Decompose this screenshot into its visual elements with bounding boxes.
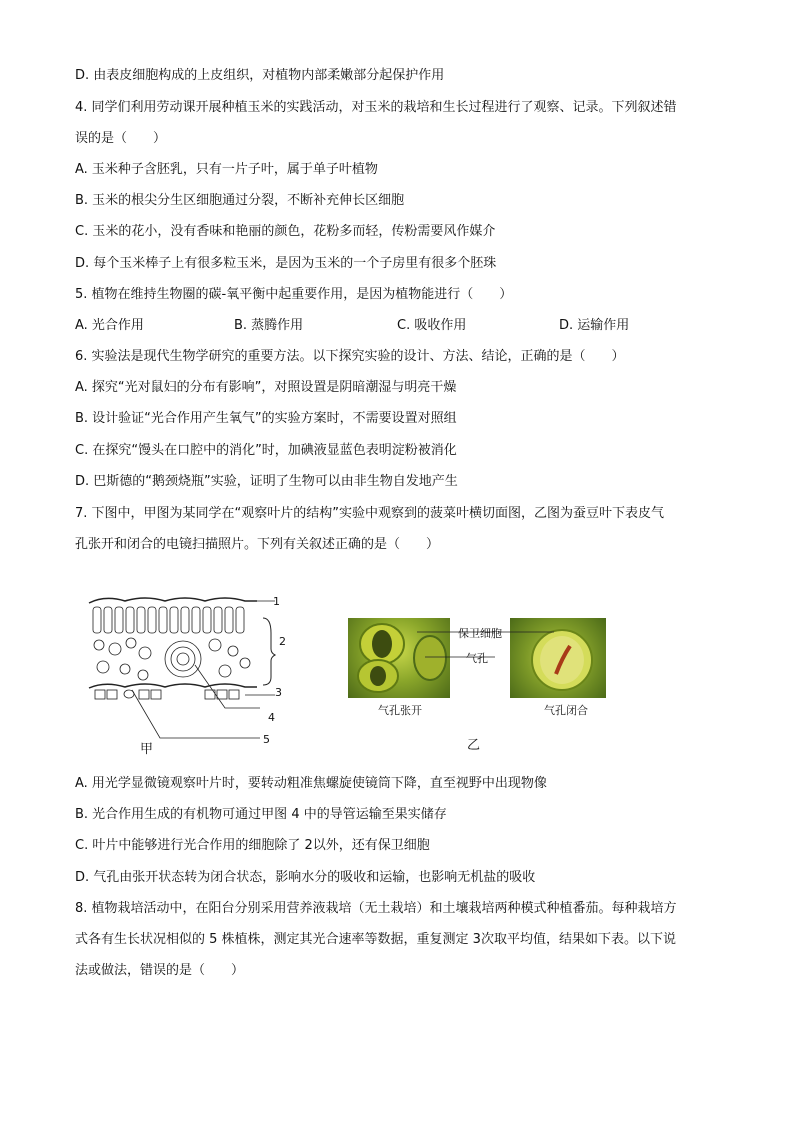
- stoma-label: 气孔: [466, 652, 488, 665]
- q7-stem-line-2: 孔张开和闭合的电镜扫描照片。下列有关叙述正确的是（ ）: [75, 537, 440, 552]
- q8-stem-line-1: 8. 植物栽培活动中，在阳台分别采用营养液栽培（无土栽培）和土壤栽培两种模式种植番茄。每种栽培方: [75, 901, 677, 916]
- q7-option-b: B. 光合作用生成的有机物可通过甲图 4 中的导管运输至果实储存: [75, 807, 447, 822]
- q7-stem-line-1: 7. 下图中，甲图为某同学在“观察叶片的结构”实验中观察到的菠菜叶横切面图，乙图为蚕豆叶下表皮气: [75, 506, 665, 521]
- jia-label-1: 1: [273, 595, 280, 608]
- q4-option-b: B. 玉米的根尖分生区细胞通过分裂，不断补充伸长区细胞: [75, 193, 405, 208]
- q4-stem-line-1: 4. 同学们利用劳动课开展种植玉米的实践活动，对玉米的栽培和生长过程进行了观察、记录。下列叙述错: [75, 100, 677, 115]
- q5-option-d: D. 运输作用: [559, 318, 630, 333]
- jia-label-3: 3: [275, 686, 282, 699]
- q6-stem: 6. 实验法是现代生物学研究的重要方法。以下探究实验的设计、方法、结论，正确的是（ ）: [75, 349, 625, 364]
- q5-options-row: [75, 317, 735, 335]
- q5-stem: 5. 植物在维持生物圈的碳-氧平衡中起重要作用，是因为植物能进行（ ）: [75, 287, 513, 302]
- q5-option-b: B. 蒸腾作用: [234, 318, 304, 333]
- q3-option-d: D. 由表皮细胞构成的上皮组织，对植物内部柔嫩部分起保护作用: [75, 68, 445, 83]
- jia-figure-label: 甲: [140, 742, 154, 757]
- jia-label-4: 4: [268, 711, 275, 724]
- jia-label-2: 2: [279, 635, 286, 648]
- q7-figure: [80, 588, 640, 758]
- jia-label-5: 5: [263, 733, 270, 746]
- q7-option-a: A. 用光学显微镜观察叶片时，要转动粗准焦螺旋使镜筒下降，直至视野中出现物像: [75, 776, 547, 791]
- q8-stem-line-2: 式各有生长状况相似的 5 株植株，测定其光合速率等数据，重复测定 3次取平均值，结果如下表。以下说: [75, 932, 676, 947]
- q8-stem-line-3: 法或做法，错误的是（ ）: [75, 963, 245, 978]
- q6-option-a: A. 探究“光对鼠妇的分布有影响”，对照设置是阴暗潮湿与明亮干燥: [75, 380, 457, 395]
- q7-option-d: D. 气孔由张开状态转为闭合状态，影响水分的吸收和运输，也影响无机盐的吸收: [75, 870, 536, 885]
- q5-option-a: A. 光合作用: [75, 318, 144, 333]
- q4-option-a: A. 玉米种子含胚乳，只有一片子叶，属于单子叶植物: [75, 162, 378, 177]
- q6-option-c: C. 在探究“馒头在口腔中的消化”时，加碘液显蓝色表明淀粉被消化: [75, 443, 457, 458]
- q4-stem-line-2: 误的是（ ）: [75, 131, 167, 146]
- stoma-closed-caption: 气孔闭合: [544, 704, 588, 717]
- q4-option-c: C. 玉米的花小，没有香味和艳丽的颜色，花粉多而轻，传粉需要风作媒介: [75, 224, 496, 239]
- yi-pointer-line-right: [496, 624, 556, 644]
- q7-option-c: C. 叶片中能够进行光合作用的细胞除了 2以外，还有保卫细胞: [75, 838, 430, 853]
- q4-option-d: D. 每个玉米棒子上有很多粒玉米，是因为玉米的一个子房里有很多个胚珠: [75, 256, 497, 271]
- guard-cell-label: 保卫细胞: [458, 627, 502, 640]
- q6-option-b: B. 设计验证“光合作用产生氧气”的实验方案时，不需要设置对照组: [75, 411, 457, 426]
- q6-option-d: D. 巴斯德的“鹅颈烧瓶”实验，证明了生物可以由非生物自发地产生: [75, 474, 458, 489]
- q5-option-c: C. 吸收作用: [397, 318, 467, 333]
- stoma-open-caption: 气孔张开: [378, 704, 422, 717]
- yi-figure-label: 乙: [467, 738, 481, 753]
